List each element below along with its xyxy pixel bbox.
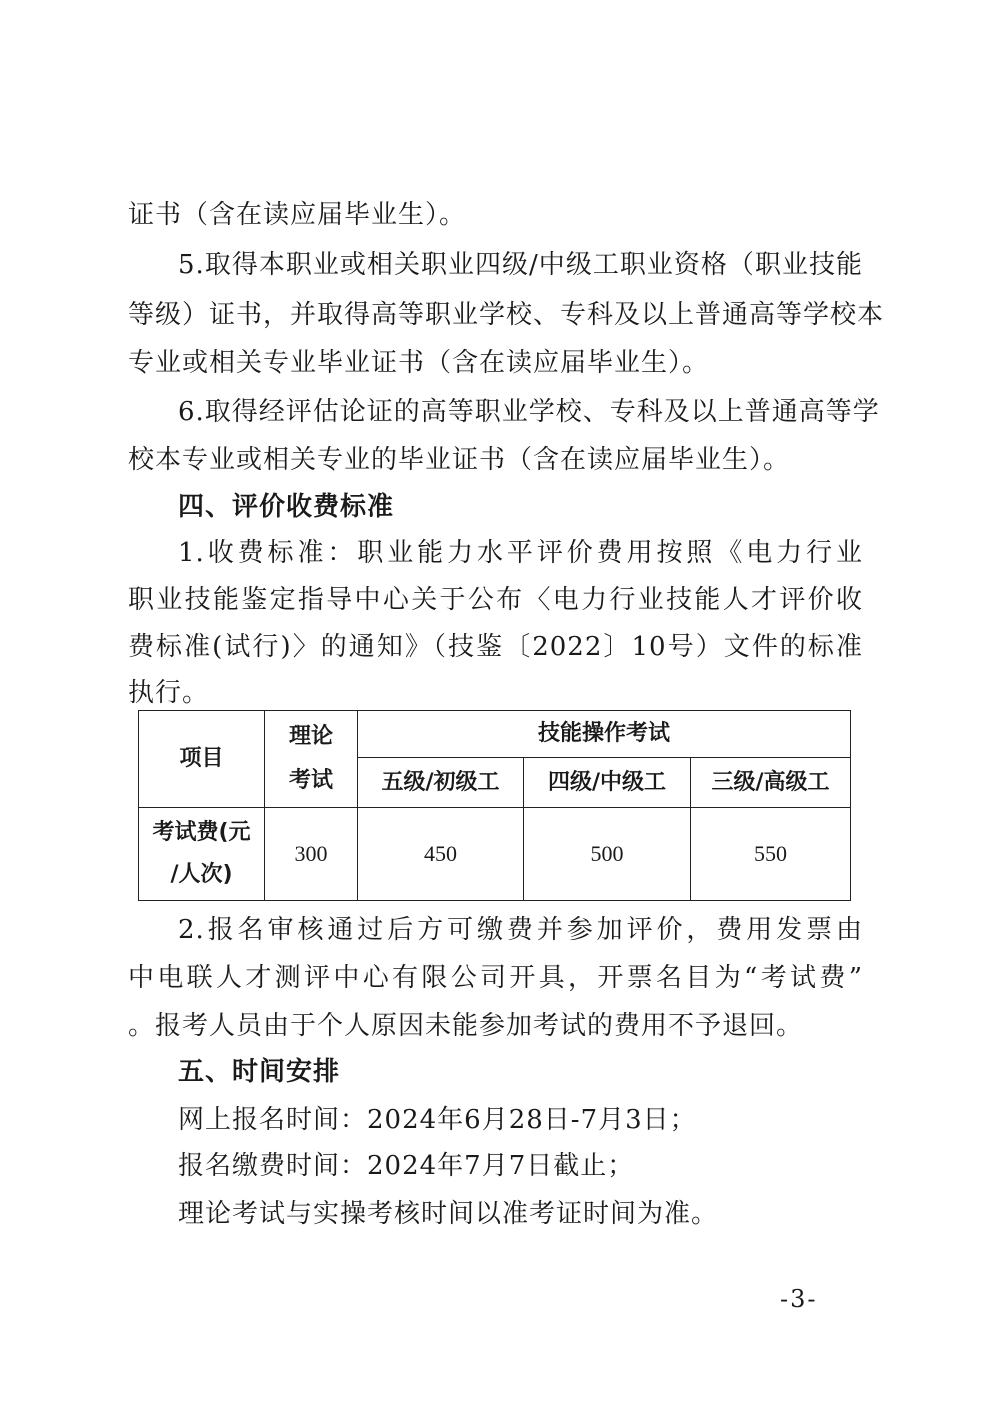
header-theory (265, 711, 358, 808)
text-line: 中电联人才测评中心有限公司开具，开票名目为“考试费” (128, 963, 863, 993)
row-label-line1: 考试费(元 (152, 820, 251, 845)
section-heading: 四、评价收费标准 (178, 492, 395, 522)
theory-fee: 300 (265, 808, 358, 901)
level5-fee: 450 (358, 808, 524, 901)
header-level5: 五级/初级工 (358, 758, 524, 808)
text-line: 证书（含在读应届毕业生）。 (128, 200, 467, 230)
row-label (139, 808, 265, 901)
header-skill: 技能操作考试 (358, 711, 851, 758)
header-item: 项目 (139, 711, 265, 808)
level3-fee: 550 (691, 808, 851, 901)
text-line: 理论考试与实操考核时间以准考证时间为准。 (178, 1199, 719, 1229)
text-line: 。报考人员由于个人原因未能参加考试的费用不予退回。 (128, 1011, 804, 1041)
text-line: 职业技能鉴定指导中心关于公布〈电力行业技能人才评价收 (128, 585, 863, 615)
text-line: 2.报名审核通过后方可缴费并参加评价，费用发票由 (178, 915, 863, 945)
text-line: 等级）证书，并取得高等职业学校、专科及以上普通高等学校本 (128, 300, 885, 330)
header-theory-line1: 理论 (288, 724, 333, 749)
text-line: 6.取得经评估论证的高等职业学校、专科及以上普通高等学 (178, 397, 880, 427)
section-heading: 五、时间安排 (178, 1057, 341, 1087)
level4-fee: 500 (524, 808, 691, 901)
text-line: 费标准(试行)〉的通知》（技鉴〔2022〕10号）文件的标准 (128, 632, 863, 662)
text-line: 执行。 (128, 678, 210, 708)
header-level3: 三级/高级工 (691, 758, 851, 808)
header-level4: 四级/中级工 (524, 758, 691, 808)
text-line: 专业或相关专业毕业证书（含在读应届毕业生）。 (128, 348, 710, 378)
fee-table (138, 710, 851, 901)
header-theory-line2: 考试 (288, 768, 333, 793)
text-line: 1.收费标准：职业能力水平评价费用按照《电力行业 (178, 538, 863, 568)
row-label-line2: /人次) (170, 862, 233, 887)
text-line: 报名缴费时间：2024年7月7日截止； (178, 1151, 635, 1181)
page-number: -3- (780, 1285, 818, 1313)
text-line: 校本专业或相关专业的毕业证书（含在读应届毕业生）。 (128, 445, 791, 475)
text-line: 网上报名时间：2024年6月28日-7月3日； (178, 1105, 697, 1135)
text-line: 5.取得本职业或相关职业四级/中级工职业资格（职业技能 (178, 250, 863, 280)
